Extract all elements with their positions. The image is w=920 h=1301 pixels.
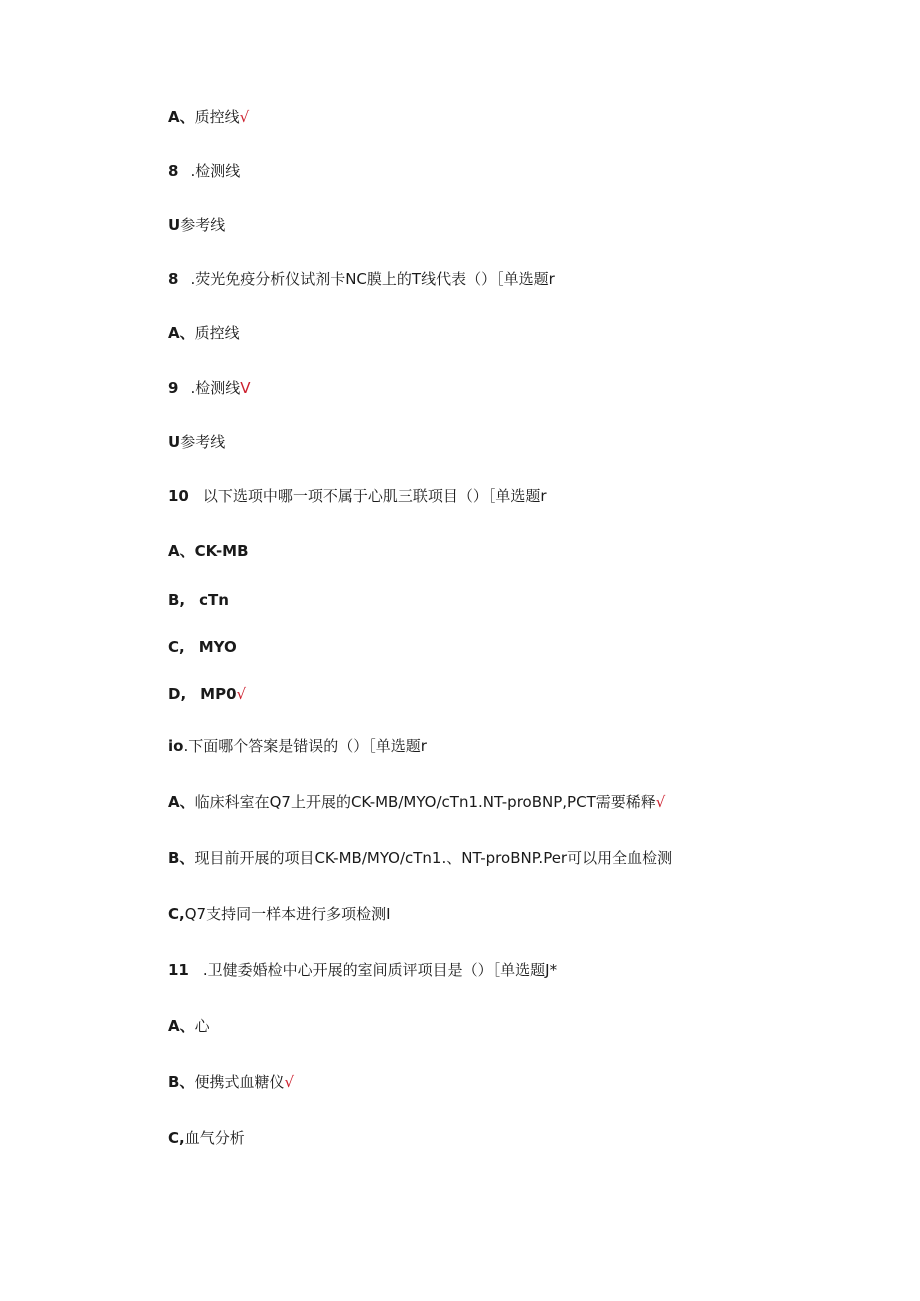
option-text: 参考线 bbox=[180, 433, 226, 451]
option-text: CK-MB bbox=[194, 542, 249, 560]
correct-check-mark: √ bbox=[239, 108, 250, 126]
option-b-whole-blood bbox=[168, 847, 672, 869]
option-label: C, bbox=[168, 638, 185, 656]
question-text: .荧光免疫分析仪试剂卡NC膜上的T线代表（）［单选题r bbox=[190, 270, 555, 288]
option-label: D, bbox=[168, 685, 187, 703]
question-8-title bbox=[168, 268, 555, 290]
option-label: U bbox=[168, 216, 181, 234]
question-text: 以下选项中哪一项不属于心肌三联项目（）［单选题r bbox=[202, 487, 547, 505]
option-label: 8 bbox=[168, 162, 179, 180]
option-label: C, bbox=[168, 905, 185, 923]
option-label: A、 bbox=[168, 542, 195, 560]
option-label: B、 bbox=[168, 849, 195, 867]
option-label: B, bbox=[168, 591, 186, 609]
option-text: cTn bbox=[199, 591, 229, 609]
option-a-quality-control-line bbox=[168, 106, 249, 128]
option-a-quality-control-line bbox=[168, 322, 240, 344]
correct-check-mark: √ bbox=[236, 685, 247, 703]
option-b-glucose-meter bbox=[168, 1071, 294, 1093]
option-b-detection-line bbox=[168, 160, 240, 182]
option-text: .检测线 bbox=[190, 162, 241, 180]
option-text: 现目前开展的项目CK-MB/MYO/cTn1.、NT-proBNP.Per可以用全血检测 bbox=[194, 849, 673, 867]
correct-check-mark: V bbox=[240, 379, 251, 397]
question-number: io bbox=[168, 737, 184, 755]
option-text: 心 bbox=[194, 1017, 210, 1035]
question-11-title bbox=[168, 959, 557, 981]
option-c-myo bbox=[168, 636, 237, 658]
option-c-reference-line bbox=[168, 431, 225, 453]
option-text: MYO bbox=[198, 638, 237, 656]
question-text: .卫健委婚检中心开展的室间质评项目是（）［单选题J* bbox=[202, 961, 558, 979]
question-number: 8 bbox=[168, 270, 179, 288]
option-label: U bbox=[168, 433, 181, 451]
question-10-title bbox=[168, 485, 547, 507]
option-text: Q7支持同一样本进行多项检测I bbox=[184, 905, 391, 923]
option-text: 便携式血糖仪 bbox=[194, 1073, 285, 1091]
option-label: A、 bbox=[168, 1017, 195, 1035]
question-io-title bbox=[168, 735, 427, 757]
option-label: A、 bbox=[168, 793, 195, 811]
option-label: C, bbox=[168, 1129, 185, 1147]
option-label: B、 bbox=[168, 1073, 195, 1091]
option-text: 质控线 bbox=[194, 324, 240, 342]
option-label: A、 bbox=[168, 324, 195, 342]
option-text: 血气分析 bbox=[184, 1129, 245, 1147]
option-c-blood-gas bbox=[168, 1127, 245, 1149]
correct-check-mark: √ bbox=[284, 1073, 295, 1091]
option-text: MP0 bbox=[200, 685, 237, 703]
option-text: 参考线 bbox=[180, 216, 226, 234]
option-text: 质控线 bbox=[194, 108, 240, 126]
correct-check-mark: √ bbox=[655, 793, 666, 811]
question-number: 10 bbox=[168, 487, 189, 505]
option-label: 9 bbox=[168, 379, 179, 397]
option-a-ck-mb bbox=[168, 540, 249, 562]
option-b-ctn bbox=[168, 589, 229, 611]
option-d-mpo bbox=[168, 683, 246, 705]
option-c-multi-test bbox=[168, 903, 391, 925]
option-text: .检测线 bbox=[190, 379, 241, 397]
option-b-detection-line bbox=[168, 377, 250, 399]
option-a-heart bbox=[168, 1015, 210, 1037]
option-a-dilution bbox=[168, 791, 665, 813]
option-label: A、 bbox=[168, 108, 195, 126]
option-c-reference-line bbox=[168, 214, 225, 236]
question-number: 11 bbox=[168, 961, 189, 979]
option-text: 临床科室在Q7上开展的CK-MB/MYO/cTn1.NT-proBNP,PCT需要稀释 bbox=[194, 793, 656, 811]
question-text: .下面哪个答案是错误的（）［单选题r bbox=[183, 737, 427, 755]
